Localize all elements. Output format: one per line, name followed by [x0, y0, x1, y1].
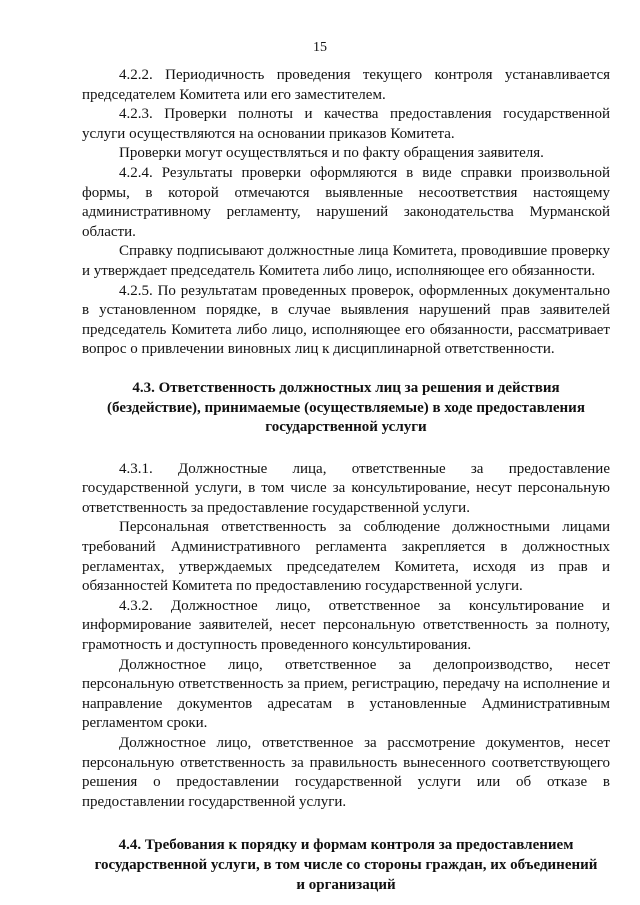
paragraph-records-officer: Должностное лицо, ответственное за делопроизводство, несет персональную ответственность за прием, регистрацию, передачу на исполнение и направление документов адресатам в установленные Административным регламентом сроки.	[82, 656, 610, 732]
heading-4-3-line-2: (бездействие), принимаемые (осуществляемые) в ходе предоставления	[107, 399, 585, 416]
paragraph-4-3-2: 4.3.2. Должностное лицо, ответственное за консультирование и информирование заявителей, несет персональную ответственность за полноту, грамотность и доступность проведенного консультирования.	[82, 597, 610, 654]
heading-4-4-line-3: и организаций	[296, 876, 396, 893]
heading-4-4-line-2: государственной услуги, в том числе со стороны граждан, их объединений	[94, 856, 598, 873]
page-number: 15	[313, 40, 327, 55]
paragraph-4-2-3: 4.2.3. Проверки полноты и качества предоставления государственной услуги осуществляются на основании приказов Комитета.	[82, 106, 610, 142]
document-body	[82, 66, 610, 895]
paragraph-4-2-2: 4.2.2. Периодичность проведения текущего контроля устанавливается председателем Комитета или его заместителем.	[82, 67, 610, 103]
paragraph-personal-responsibility: Персональная ответственность за соблюдение должностными лицами требований Административного регламента закрепляется в должностных регламентах, утверждаемых председателем Комитета, исходя из прав и обязанностей Комитета по предоставлению государственной услуги.	[82, 519, 610, 595]
heading-4-3-line-1: 4.3. Ответственность должностных лиц за решения и действия	[132, 379, 560, 396]
paragraph-4-3-1: 4.3.1. Должностные лица, ответственные за предоставление государственной услуги, в том числе за консультирование, несут персональную ответственность за предоставление государственной услуги.	[82, 460, 610, 516]
paragraph-inspections-on-request: Проверки могут осуществляться и по факту обращения заявителя.	[119, 145, 544, 162]
heading-4-4-line-1: 4.4. Требования к порядку и формам контроля за предоставлением	[118, 837, 574, 854]
paragraph-4-2-4: 4.2.4. Результаты проверки оформляются в виде справки произвольной формы, в которой отмечаются выявленные несоответствия настоящему административному регламенту, нарушений законодательства Мурманской области.	[82, 164, 610, 240]
section-heading-4-4	[82, 836, 610, 895]
heading-4-3-line-3: государственной услуги	[265, 419, 427, 436]
section-heading-4-3	[82, 379, 610, 438]
paragraph-review-officer: Должностное лицо, ответственное за рассмотрение документов, несет персональную ответственность за правильность вынесенного соответствующего решения о предоставлении государственной услуги или об отказе в предоставлении государственной услуги.	[82, 735, 610, 810]
paragraph-certificate-signing: Справку подписывают должностные лица Комитета, проводившие проверку и утверждает председатель Комитета либо лицо, исполняющее его обязанности.	[82, 243, 610, 279]
paragraph-4-2-5: 4.2.5. По результатам проведенных проверок, оформленных документально в установленном порядке, в случае выявления нарушений прав заявителей председатель Комитета либо лицо, исполняющее его обязанности, рассматривает вопрос о привлечении виновных лиц к дисциплинарной ответственности.	[82, 282, 610, 358]
